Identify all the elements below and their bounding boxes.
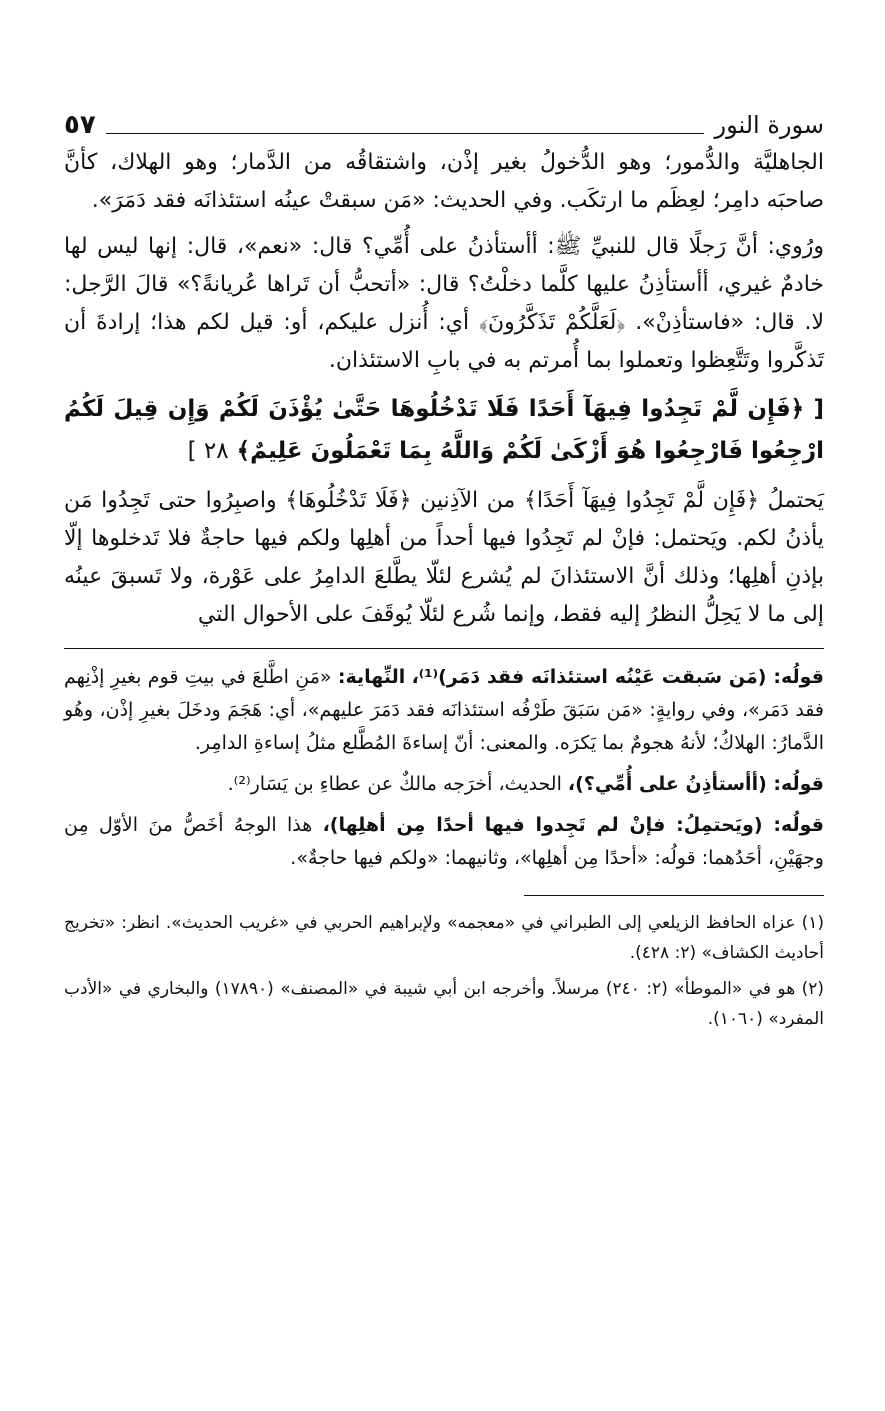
commentary — [64, 661, 824, 875]
commentary-paragraph-3 — [64, 809, 824, 875]
main-paragraph-1: الجاهليَّة والدُّمور؛ وهو الدُّخولُ بغير إذْن، واشتقاقُه من الدَّمار؛ وهو الهلاك، كأنَّ صاحبَه دامِر؛ لعِظَم ما ارتكَب. وفي الحديث: «مَن سبقتْ عينُه استئذانَه فقد دَمَرَ». — [64, 150, 824, 213]
commentary-lemma-2: قولُه: (أأستأذِنُ على أُمِّي؟)، — [567, 773, 824, 795]
footnotes — [64, 908, 824, 1034]
commentary-paragraph-1 — [64, 661, 824, 760]
quran-verse — [64, 388, 824, 472]
verse-number: ٢٨ ] — [187, 438, 229, 464]
commentary-paragraph-2 — [64, 768, 824, 801]
surah-title: سورة النور — [714, 111, 824, 139]
commentary-lemma-1: قولُه: (مَن سَبقت عَيْنُه استئذانَه فقد دَمَر)⁽¹⁾، — [411, 666, 824, 688]
main-paragraph-3: يَحتملُ ﴿فَإِن لَّمْ تَجِدُوا فِيهَآ أَحَدًا﴾ من الآذِنين ﴿فَلَا تَدْخُلُوهَا﴾ واصبِرُوا حتى تَجِدُوا مَن يأذنُ لكم. ويَحتمل: فإنْ لم تَجِدُوا فيها أحداً من أهلِها ولكم فيها حاجةٌ فلا تَدخلوها إلّا بإذنِ أهلِها؛ وذلك أنَّ الاستئذانَ لم يُشرع لئلّا يطَّلعَ الدامِرُ على عَوْرة، ولا تَسبقَ عينُه إلى ما لا يَحِلُّ النظرُ إليه فقط، وإنما شُرع لئلّا يُوقَفَ على الأحوال التي — [64, 488, 824, 627]
commentary-text-3: هذا الوجهُ أخَصُّ منَ الأوّل مِن وجهَيْنِ، أحَدُهما: قولُه: «أحدًا مِن أهلِها»، وثانيهما: «ولكم فيها حاجةٌ». — [64, 814, 824, 869]
commentary-text-1: «مَنِ اطَّلعَ في بيتِ قوم بغيرِ إذْنِهم فقد دَمَر»، وفي روايةٍ: «مَن سَبَقَ طَرْفُه استئذانَه فقد دَمَرَ عليهم»، أي: هَجَمَ ودخَلَ بغيرِ إذْن، وهُو الدَّمارُ: الهلاكُ؛ لأنهُ هجومٌ بما يَكرَه. والمعنى: أنّ إساءةَ المُطَّلع مثلُ إساءةِ الدامِر. — [64, 666, 824, 754]
commentary-source: النِّهاية: — [337, 666, 406, 688]
main-paragraph-2: ورُوي: أنَّ رَجلًا قال للنبيِّ ﷺ: أأستأذنُ على أُمِّي؟ قال: «نعم»، قال: إنها ليس لها خادمٌ غيري، أأستأذِنُ عليها كلَّما دخلْتُ؟ قال: «أتحبُّ أن تَراها عُريانةً؟» قالَ الرَّجل: لا. قال: «فاستأذِنْ». ﴿لَعَلَّكُمْ تَذَكَّرُونَ﴾ أي: أُنزل عليكم، أو: قيل لكم هذا؛ إرادةَ أن تَذكَّروا وتَتَّعِظوا وتعملوا بما أُمرتم به في بابِ الاستئذان. — [64, 234, 824, 373]
commentary-text-2: الحديث، أخرَجه مالكٌ عن عطاءِ بن يَسَار⁽²⁾. — [227, 773, 562, 795]
commentary-lemma-3: قولُه: (ويَحتمِلُ: فإنْ لم تَجِدوا فيها أحدًا مِن أهلِها)، — [322, 814, 824, 836]
main-text — [64, 144, 824, 634]
page-number: ٥٧ — [64, 110, 96, 140]
verse-text: [ ﴿فَإِن لَّمْ تَجِدُوا فِيهَآ أَحَدًا فَلَا تَدْخُلُوهَا حَتَّىٰ يُؤْذَنَ لَكُمْ وَإِن قِيلَ لَكُمُ ارْجِعُوا فَارْجِعُوا هُوَ أَزْكَىٰ لَكُمْ وَاللَّهُ بِمَا تَعْمَلُونَ عَلِيمٌ﴾ — [64, 396, 824, 464]
commentary-divider — [64, 648, 824, 649]
book-page — [64, 100, 824, 1040]
footnote-1: (١) عزاه الحافظ الزيلعي إلى الطبراني في «معجمه» ولإبراهيم الحربي في «غريب الحديث». انظر: «تخريج أحاديث الكشاف» (٢: ٤٢٨). — [64, 913, 824, 963]
footnote-rule — [524, 895, 824, 896]
running-header — [64, 100, 824, 140]
header-rule — [106, 133, 705, 134]
footnote-2: (٢) هو في «الموطأ» (٢: ٢٤٠) مرسلاً. وأخرجه ابن أبي شيبة في «المصنف» (١٧٨٩٠) والبخاري في «الأدب المفرد» (١٠٦٠). — [64, 979, 824, 1029]
